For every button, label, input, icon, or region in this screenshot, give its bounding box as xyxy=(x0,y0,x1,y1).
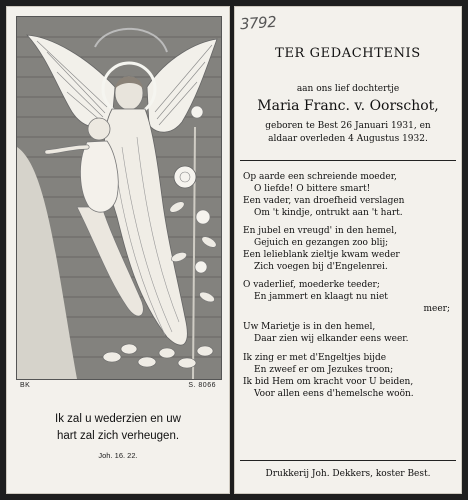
poem-line: Uw Marietje is in den hemel, xyxy=(243,322,376,333)
guardian-angel-illustration xyxy=(17,17,221,379)
bible-verse-line: Ik zal u wederzien en uw xyxy=(55,413,181,425)
poem-line: O liefde! O bittere smart! xyxy=(254,183,371,194)
card-title: TER GEDACHTENIS xyxy=(275,46,421,61)
bio-line: geboren te Best 26 Januari 1931, en xyxy=(265,121,431,131)
handwritten-number: 3792 xyxy=(239,12,277,34)
poem-stanza xyxy=(240,353,456,401)
poem-line: meer; xyxy=(423,304,450,315)
deceased-name: Maria Franc. v. Oorschot, xyxy=(257,98,439,114)
poem-line: Voor allen eens d'hemelsche woön. xyxy=(254,388,414,399)
poem-stanza xyxy=(240,172,456,220)
bio-line: aldaar overleden 4 Augustus 1932. xyxy=(268,133,428,144)
poem-line: Zich voegen bij d'Engelenrei. xyxy=(254,261,388,272)
poem-line: Ik zing er met d'Engeltjes bijde xyxy=(243,352,387,363)
divider-bottom xyxy=(240,460,456,461)
bible-verse xyxy=(16,411,220,445)
poem-line: En jubel en vreugd' in den hemel, xyxy=(243,226,397,237)
poem-line: Een lelieblank zieltje kwam weder xyxy=(243,249,400,260)
poem-line: Een vader, van droefheid verslagen xyxy=(243,195,405,206)
poem-line: Op aarde een schreiende moeder, xyxy=(243,172,397,182)
poem-stanza xyxy=(240,322,456,346)
right-card xyxy=(234,6,462,494)
printer-credit: Drukkerij Joh. Dekkers, koster Best. xyxy=(265,469,431,479)
poem-stanza xyxy=(240,226,456,274)
poem xyxy=(240,172,456,407)
birth-death-text xyxy=(242,120,454,145)
bible-verse-line: hart zal zich verheugen. xyxy=(56,430,180,442)
poem-line: Gejuich en gezangen zoo blij; xyxy=(254,238,389,249)
picture-code-left: BK xyxy=(20,382,31,389)
picture-code-right: S. 8066 xyxy=(188,382,216,389)
poem-stanza xyxy=(240,280,456,316)
poem-line: En jammert en klaagt nu niet xyxy=(254,292,388,303)
poem-line: Om 't kindje, ontrukt aan 't hart. xyxy=(254,207,403,218)
left-card xyxy=(6,6,230,494)
card-subtitle: aan ons lief dochtertje xyxy=(296,84,400,94)
bible-verse-reference: Joh. 16. 22. xyxy=(98,451,138,460)
poem-line: Ik bid Hem om kracht voor U beiden, xyxy=(243,376,414,387)
poem-line: O vaderlief, moederke teeder; xyxy=(243,280,380,291)
guardian-angel-picture xyxy=(16,16,222,380)
poem-line: En zweef er om Jezukes troon; xyxy=(254,364,394,375)
poem-line: Daar zien wij elkander eens weer. xyxy=(254,334,409,345)
divider-top xyxy=(240,160,456,161)
